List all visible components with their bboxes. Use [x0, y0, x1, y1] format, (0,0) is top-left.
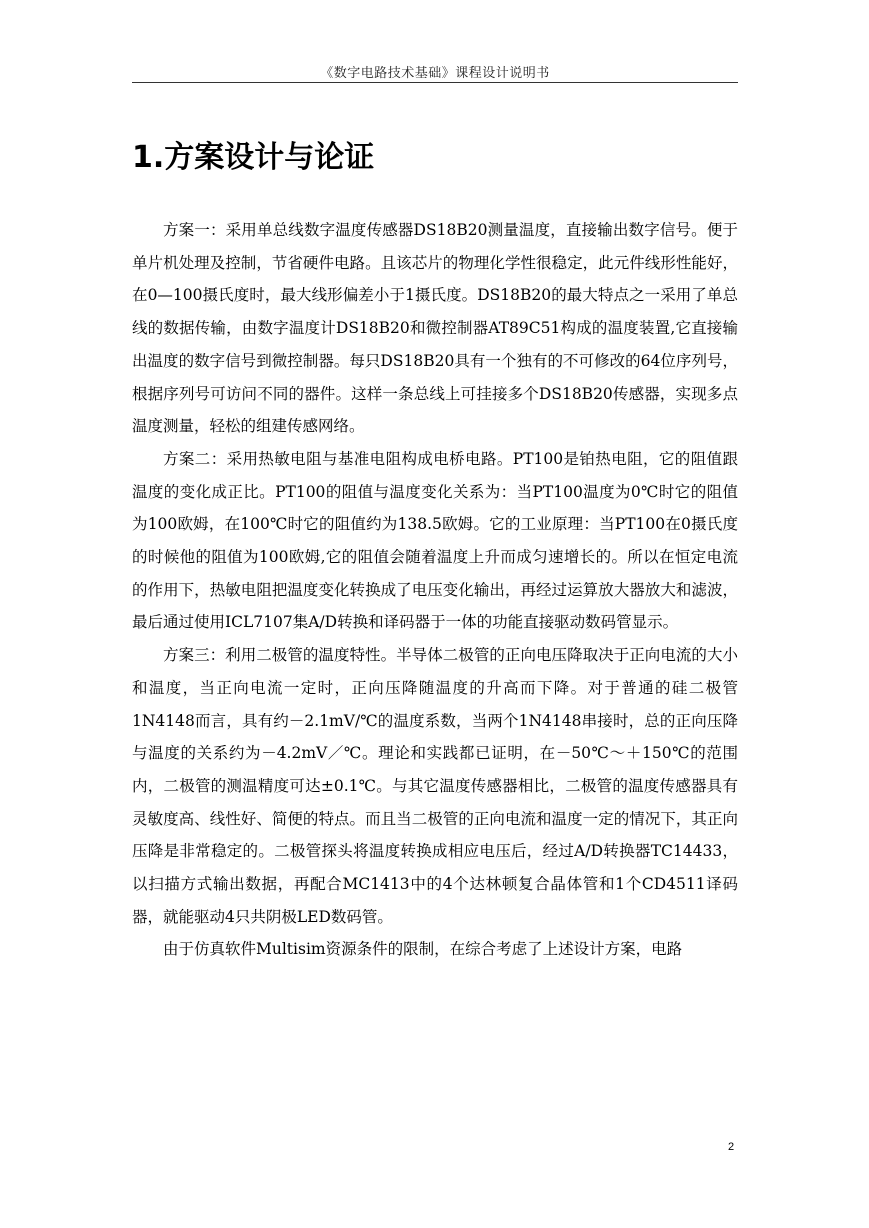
body-text: [132, 214, 738, 966]
running-header: 《数字电路技术基础》课程设计说明书: [320, 66, 550, 81]
paragraph-scheme-2: 方案二：采用热敏电阻与基准电阻构成电桥电路。PT100是铂热电阻，它的阻值跟温度的变化成正比。PT100的阻值与温度变化关系为：当PT100温度为0℃时它的阻值为100欧姆，在100℃时它的阻值约为138.5欧姆。它的工业原理：当PT100在0摄氏度的时候他的阻值为100欧姆,它的阻值会随着温度上升而成匀速增长的。所以在恒定电流的作用下，热敏电阻把温度变化转换成了电压变化输出，再经过运算放大器放大和滤波，最后通过使用ICL7107集A/D转换和译码器于一体的功能直接驱动数码管显示。: [132, 449, 738, 632]
paragraph-conclusion: 由于仿真软件Multisim资源条件的限制，在综合考虑了上述设计方案，电路: [163, 940, 683, 959]
section-title: 1.方案设计与论证: [132, 140, 375, 175]
paragraph-scheme-3: 方案三：利用二极管的温度特性。半导体二极管的正向电压降取决于正向电流的大小和温度，当正向电流一定时，正向压降随温度的升高而下降。对于普通的硅二极管1N4148而言，具有约－2.1mV/℃的温度系数，当两个1N4148串接时，总的正向压降与温度的关系约为－4.2mV／℃。理论和实践都已证明，在－50℃～＋150℃的范围内，二极管的测温精度可达±0.1℃。与其它温度传感器相比，二极管的温度传感器具有灵敏度高、线性好、简便的特点。而且当二极管的正向电流和温度一定的情况下，其正向压降是非常稳定的。二极管探头将温度转换成相应电压后，经过A/D转换器TC14433，以扫描方式输出数据，再配合MC1413中的4个达林顿复合晶体管和1个CD4511译码器，就能驱动4只共阴极LED数码管。: [132, 646, 738, 926]
header-divider: [132, 82, 738, 83]
paragraph-scheme-1: 方案一：采用单总线数字温度传感器DS18B20测量温度，直接输出数字信号。便于单片机处理及控制，节省硬件电路。且该芯片的物理化学性很稳定，此元件线形性能好，在0—100摄氏度时，最大线形偏差小于1摄氏度。DS18B20的最大特点之一采用了单总线的数据传输，由数字温度计DS18B20和微控制器AT89C51构成的温度装置,它直接输出温度的数字信号到微控制器。每只DS18B20具有一个独有的不可修改的64位序列号，根据序列号可访问不同的器件。这样一条总线上可挂接多个DS18B20传感器，实现多点温度测量，轻松的组建传感网络。: [132, 221, 738, 436]
page-number: 2: [728, 1141, 735, 1153]
